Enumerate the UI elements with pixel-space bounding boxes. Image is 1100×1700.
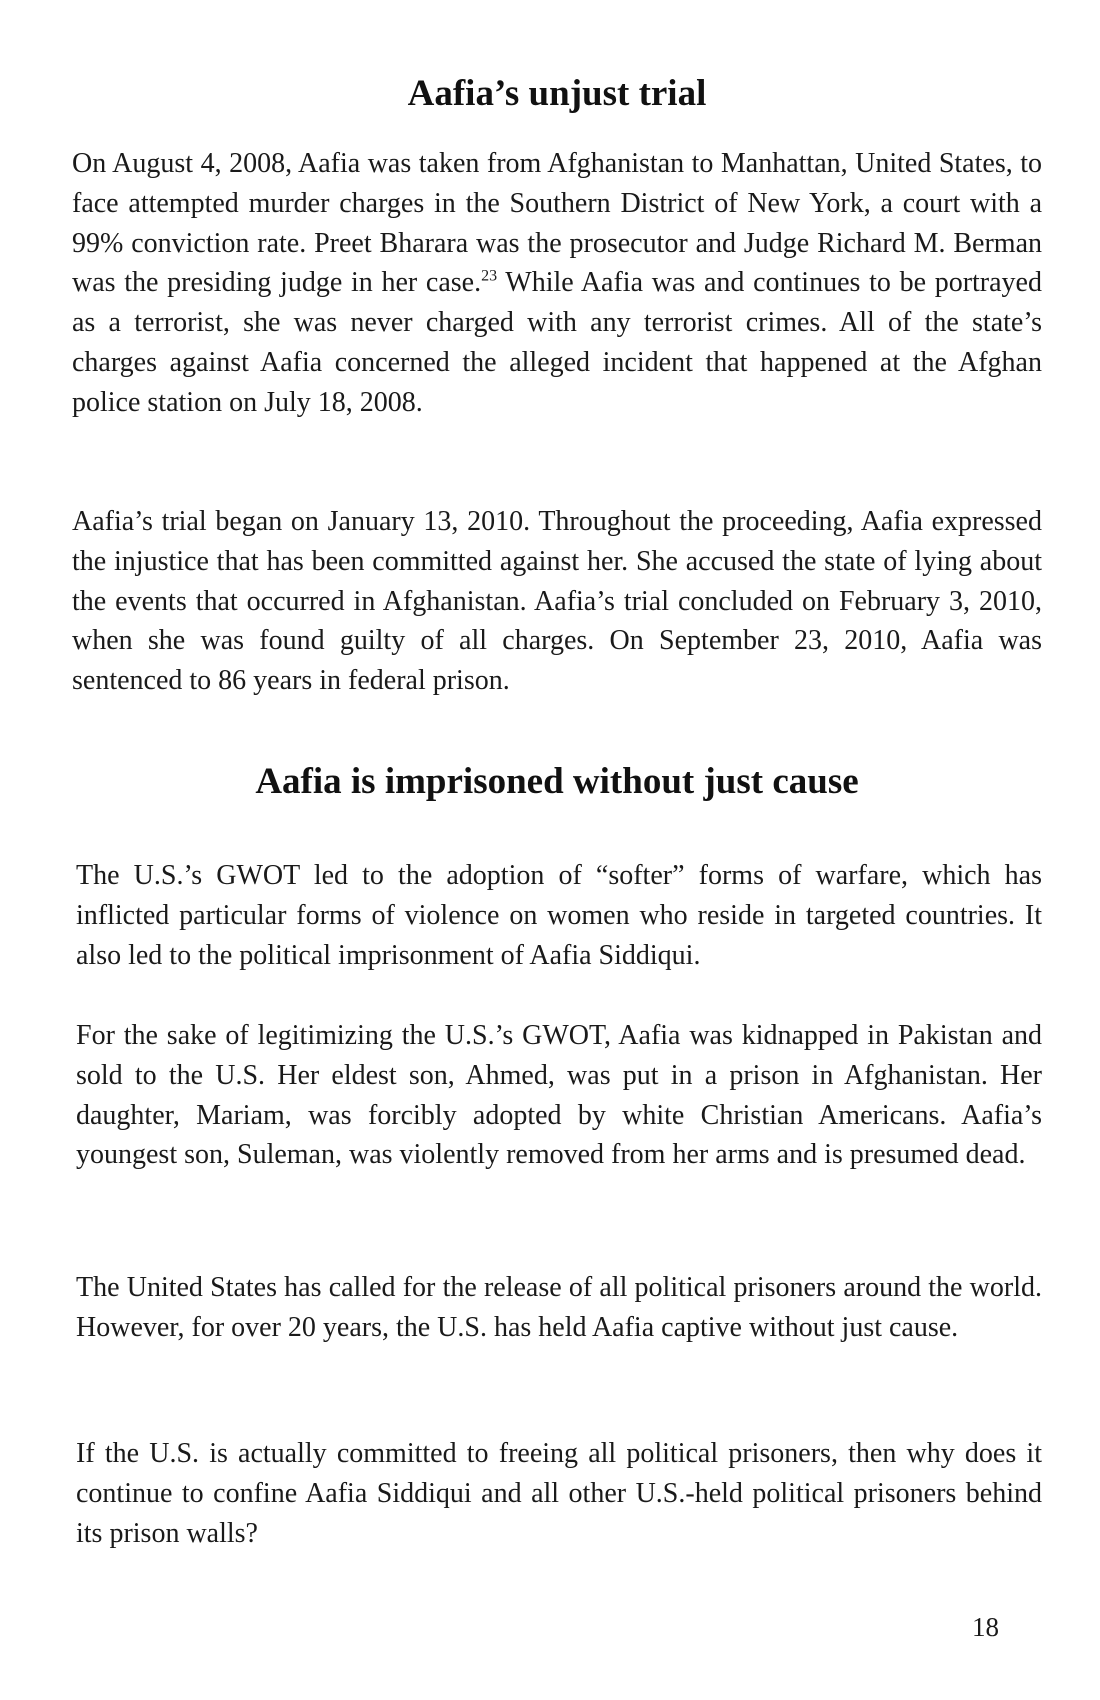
paragraph-political-prisoners: The United States has called for the release of all political prisoners around the world. However, for over 20 years, the U.S. has held Aafia captive without just cause.	[76, 1272, 1042, 1343]
paragraph-trial-charges	[72, 144, 1042, 423]
paragraph-question: If the U.S. is actually committed to freeing all political prisoners, then why does it continue to confine Aafia Siddiqui and all other U.S.-held political prisoners behind its prison walls?	[76, 1438, 1042, 1549]
paragraph-trial-dates: Aafia’s trial began on January 13, 2010. Throughout the proceeding, Aafia expressed the injustice that has been committed against her. She accused the state of lying about the events that occurred in Afghanistan. Aafia’s trial concluded on February 3, 2010, when she was found guilty of all charges. On September 23, 2010, Aafia was sentenced to 86 years in federal prison.	[72, 506, 1042, 697]
page-number: 18	[972, 1612, 999, 1642]
paragraph-family: For the sake of legitimizing the U.S.’s GWOT, Aafia was kidnapped in Pakistan and sold to the U.S. Her eldest son, Ahmed, was put in a prison in Afghanistan. Her daughter, Mariam, was forcibly adopted by white Christian Americans. Aafia’s youngest son, Suleman, was violently removed from her arms and is presumed dead.	[76, 1020, 1042, 1171]
section-heading-imprisoned: Aafia is imprisoned without just cause	[255, 761, 859, 802]
section-heading-unjust-trial: Aafia’s unjust trial	[407, 73, 707, 114]
paragraph-gwot: The U.S.’s GWOT led to the adoption of “softer” forms of warfare, which has inflicted particular forms of violence on women who reside in targeted countries. It also led to the political imprisonment of Aafia Siddiqui.	[76, 860, 1042, 971]
paragraph-text: While Aafia was and continues to be portrayed as a terrorist, she was never charged with any terrorist crimes. All of the state’s charges against Aafia concerned the alleged incident that happened at the Afghan police station on July 18, 2008.	[72, 267, 1042, 418]
footnote-marker: 23	[481, 268, 498, 286]
paragraph-text: On August 4, 2008, Aafia was taken from Afghanistan to Manhattan, United States, to face attempted murder charges in the Southern District of New York, a court with a 99% conviction rate. Preet Bharara was the prosecutor and Judge Richard M. Berman was the presiding judge in her case.	[72, 148, 1042, 299]
